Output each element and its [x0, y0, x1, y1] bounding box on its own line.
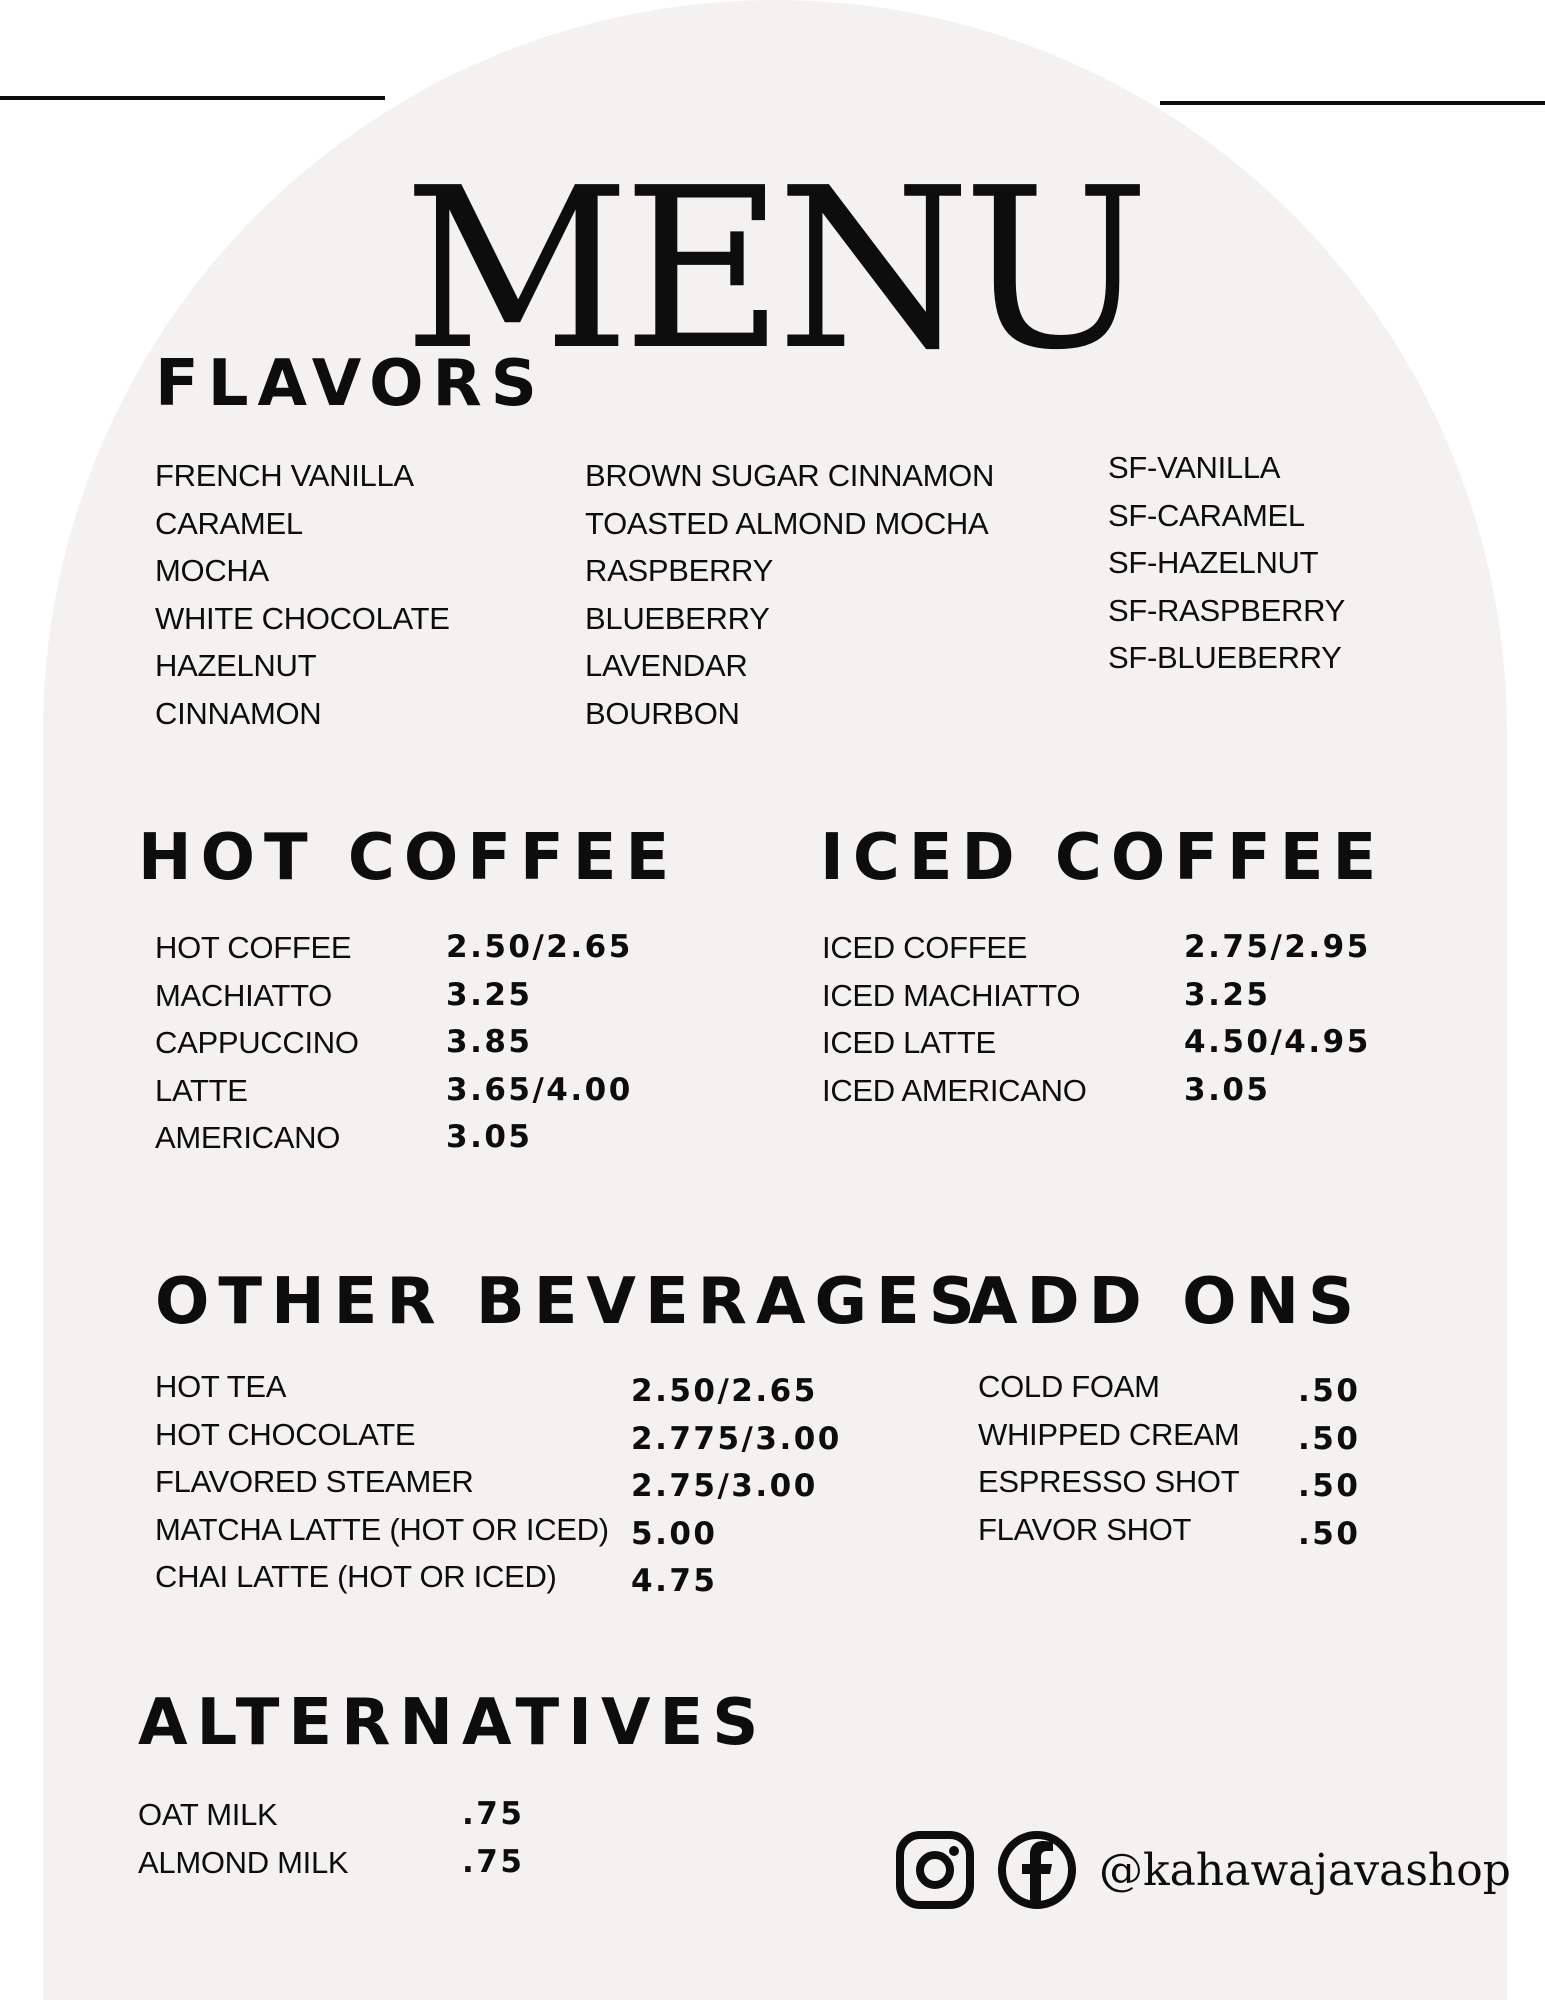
menu-item-price: 2.50/2.65: [446, 929, 633, 965]
menu-item-price: 3.25: [446, 976, 533, 1013]
flavors-column-1: [155, 452, 450, 737]
menu-item-price: .75: [462, 1843, 525, 1880]
menu-item-name: WHIPPED CREAM: [978, 1416, 1240, 1452]
menu-item-name: CAPPUCCINO: [155, 1025, 359, 1060]
social-handle[interactable]: @kahawajavashop: [1099, 1844, 1511, 1896]
menu-item-name: FLAVORED STEAMER: [155, 1464, 474, 1499]
menu-item-price: .50: [1298, 1420, 1361, 1457]
menu-item-name: HOT CHOCOLATE: [155, 1416, 416, 1452]
menu-item-name: ICED AMERICANO: [822, 1072, 1087, 1108]
add-ons-prices: [1298, 1368, 1360, 1558]
menu-item-price: 2.50/2.65: [631, 1373, 818, 1409]
add-ons-heading: ADD ONS: [968, 1265, 1364, 1339]
menu-item-name: LATTE: [155, 1072, 248, 1108]
alternatives-heading: ALTERNATIVES: [138, 1686, 768, 1760]
menu-title: MENU: [403, 140, 1142, 399]
flavor-item: HAZELNUT: [155, 648, 317, 683]
flavors-heading: FLAVORS: [155, 347, 546, 421]
flavor-item: TOASTED ALMOND MOCHA: [585, 505, 989, 541]
menu-item-name: HOT TEA: [155, 1369, 287, 1404]
flavor-item: SF-RASPBERRY: [1108, 592, 1345, 628]
iced-coffee-names: [822, 924, 1087, 1114]
menu-item-name: ICED MACHIATTO: [822, 977, 1081, 1013]
menu-item-price: 3.05: [446, 1119, 533, 1155]
menu-item-price: 3.85: [446, 1024, 533, 1060]
other-beverages-heading: OTHER BEVERAGES: [155, 1265, 984, 1339]
flavors-column-2: [585, 452, 994, 737]
flavor-item: MOCHA: [155, 553, 269, 588]
title-rule-left: [0, 96, 385, 100]
flavor-item: WHITE CHOCOLATE: [155, 600, 450, 636]
menu-item-price: 5.00: [631, 1515, 718, 1552]
flavor-item: SF-VANILLA: [1108, 450, 1281, 485]
flavors-column-3: [1108, 444, 1345, 682]
flavor-item: BROWN SUGAR CINNAMON: [585, 458, 995, 493]
alternatives-prices: [462, 1791, 524, 1886]
menu-item-name: ICED LATTE: [822, 1025, 996, 1060]
hot-coffee-prices: [446, 924, 633, 1162]
hot-coffee-names: [155, 924, 359, 1162]
title-rule-right: [1160, 101, 1545, 105]
menu-item-name: MACHIATTO: [155, 977, 332, 1013]
menu-item-price: 4.50/4.95: [1184, 1024, 1371, 1060]
menu-item-price: 2.775/3.00: [631, 1420, 842, 1457]
menu-item-price: .50: [1298, 1515, 1361, 1552]
menu-item-name: HOT COFFEE: [155, 930, 352, 965]
flavor-item: SF-HAZELNUT: [1108, 545, 1319, 580]
menu-item-price: 2.75/2.95: [1184, 929, 1371, 965]
flavor-item: RASPBERRY: [585, 553, 773, 588]
menu-item-name: ALMOND MILK: [138, 1844, 349, 1880]
iced-coffee-prices: [1184, 924, 1371, 1114]
alternatives-names: [138, 1791, 348, 1886]
menu-item-name: FLAVOR SHOT: [978, 1511, 1192, 1547]
menu-item-price: .50: [1298, 1373, 1361, 1409]
menu-item-price: 3.05: [1184, 1071, 1271, 1108]
menu-item-name: COLD FOAM: [978, 1369, 1160, 1404]
menu-item-price: .50: [1298, 1468, 1361, 1504]
social-footer: [895, 1830, 1511, 1910]
instagram-icon[interactable]: [895, 1830, 975, 1910]
other-beverages-names: [155, 1363, 609, 1601]
menu-item-name: CHAI LATTE (HOT OR ICED): [155, 1559, 557, 1594]
other-beverages-prices: [631, 1368, 842, 1606]
menu-item-name: ESPRESSO SHOT: [978, 1464, 1240, 1499]
menu-item-price: 3.65/4.00: [446, 1071, 633, 1108]
menu-item-price: 3.25: [1184, 976, 1271, 1013]
menu-item-name: OAT MILK: [138, 1797, 278, 1832]
flavor-item: BOURBON: [585, 695, 740, 731]
flavor-item: CARAMEL: [155, 505, 303, 541]
menu-item-name: ICED COFFEE: [822, 930, 1028, 965]
facebook-icon[interactable]: [997, 1830, 1077, 1910]
flavor-item: FRENCH VANILLA: [155, 458, 414, 493]
hot-coffee-heading: HOT COFFEE: [138, 821, 679, 895]
flavor-item: LAVENDAR: [585, 648, 748, 683]
flavor-item: BLUEBERRY: [585, 600, 770, 636]
menu-item-price: 2.75/3.00: [631, 1468, 818, 1504]
menu-item-name: AMERICANO: [155, 1120, 341, 1155]
iced-coffee-heading: ICED COFFEE: [820, 821, 1386, 895]
flavor-item: CINNAMON: [155, 695, 322, 731]
menu-item-price: .75: [462, 1796, 525, 1832]
flavor-item: SF-BLUEBERRY: [1108, 640, 1342, 675]
flavor-item: SF-CARAMEL: [1108, 497, 1305, 533]
menu-item-name: MATCHA LATTE (HOT OR ICED): [155, 1511, 609, 1547]
menu-item-price: 4.75: [631, 1563, 718, 1599]
add-ons-names: [978, 1363, 1239, 1553]
